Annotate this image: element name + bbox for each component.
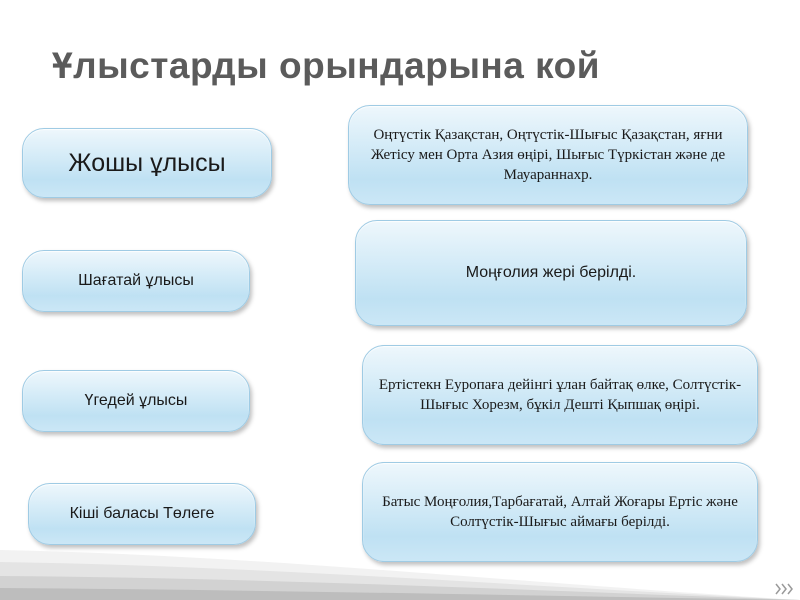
description-text: Моңғолия жері берілді. xyxy=(465,264,637,282)
ulus-box-shagatai[interactable] xyxy=(22,250,250,312)
ulus-box-zhoshy[interactable] xyxy=(22,128,272,198)
ulus-label: Кіші баласы Төлеге xyxy=(69,505,215,522)
description-text: Батыс Моңғолия,Тарбағатай, Алтай Жоғары Ертіс және Солтүстік-Шығыс аймағы берілді. xyxy=(382,493,738,530)
slide-title: Ұлыстарды орындарына кой xyxy=(52,45,600,86)
ulus-label: Шағатай ұлысы xyxy=(78,272,194,289)
description-text: Оңтүстік Қазақстан, Оңтүстік-Шығыс Қазақстан, яғни Жетісу мен Орта Азия өңірі, Шығыс Түркістан және де Мауараннахр. xyxy=(370,126,726,184)
triple-chevron-icon xyxy=(774,582,794,596)
description-text: Ертістекн Еуропаға дейінгі ұлан байтақ өлке, Солтүстік-Шығыс Хорезм, бұкіл Дешті Қыпшақ өңірі. xyxy=(378,376,742,413)
ulus-box-ugedei[interactable] xyxy=(22,370,250,432)
ulus-label: Жошы ұлысы xyxy=(68,148,226,177)
description-box-1[interactable] xyxy=(348,105,748,205)
description-box-2[interactable] xyxy=(355,220,747,326)
ulus-box-tole[interactable] xyxy=(28,483,256,545)
ulus-label: Үгедей ұлысы xyxy=(84,392,188,409)
description-box-3[interactable] xyxy=(362,345,758,445)
description-box-4[interactable] xyxy=(362,462,758,562)
